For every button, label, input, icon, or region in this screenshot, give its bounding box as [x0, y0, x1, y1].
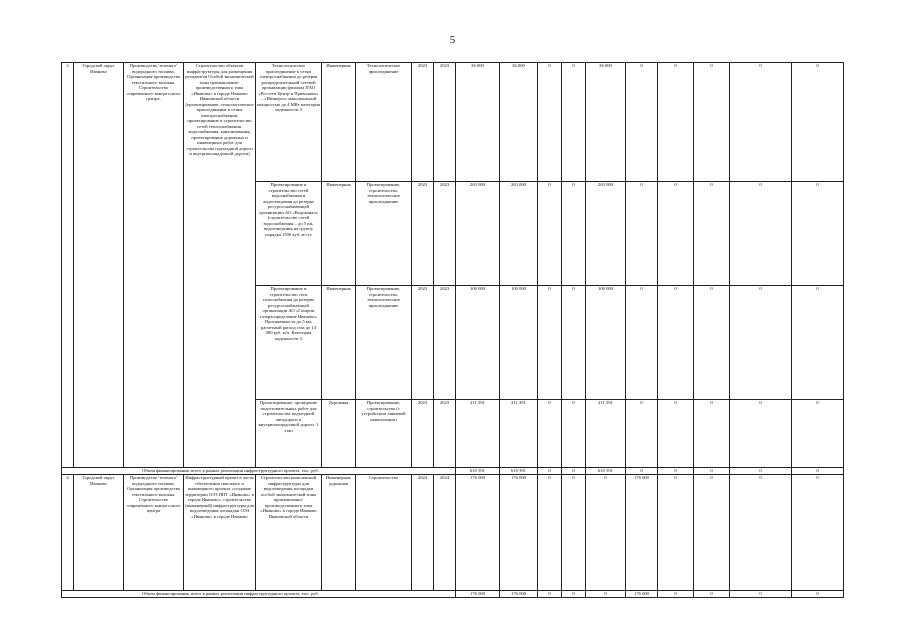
value-cell: 176 000	[626, 475, 658, 591]
start-year-cell: 2023	[412, 400, 434, 468]
total-cell: 176 000	[456, 591, 500, 598]
value-cell: 0	[730, 468, 792, 475]
summary-row	[62, 468, 844, 475]
object-cell: Проектирование и строительство сетей водоснабжения и водоотведения до резерва ресурсоснабжающей организации АО «Водоканал» (строительство сетей водоснабжения – до 5 км, водоотведения на группу порядка 1500 куб. м/сут	[256, 182, 322, 286]
start-year-cell: 2023	[412, 63, 434, 182]
type-cell: Дорожная	[322, 400, 356, 468]
value-cell: 0	[730, 475, 792, 591]
start-year-cell: 2024	[412, 475, 434, 591]
municipality-cell: Городской округ Иваново	[74, 475, 124, 591]
value-cell: 0	[626, 400, 658, 468]
value-cell: 0	[562, 475, 586, 591]
end-year-cell: 2023	[434, 400, 456, 468]
infrastructure-projects-table	[61, 62, 844, 598]
purpose-cell: Производство 'зеленого' водородного топлива. Организация производства текстильного волокна. Строительство современного конгрессного центра	[124, 475, 184, 591]
end-year-cell: 2024	[434, 475, 456, 591]
value-cell: 0	[538, 475, 562, 591]
value-cell: 0	[538, 591, 562, 598]
value-cell: 263 000	[586, 182, 626, 286]
value-cell: 0	[586, 475, 626, 591]
end-year-cell: 2023	[434, 63, 456, 182]
type-cell: Инженерная, дорожная	[322, 475, 356, 591]
value-cell: 0	[562, 182, 586, 286]
value-cell: 0	[626, 286, 658, 400]
value-cell: 610 391	[500, 468, 538, 475]
work-type-cell: Проектирование, строительство, технологическое присоединение	[356, 182, 412, 286]
value-cell: 0	[730, 63, 792, 182]
value-cell: 0	[730, 286, 792, 400]
value-cell: 0	[694, 475, 730, 591]
work-type-cell: Технологическое присоединение	[356, 63, 412, 182]
value-cell: 176 000	[500, 475, 538, 591]
value-cell: 0	[730, 400, 792, 468]
total-cell: 610 391	[456, 468, 500, 475]
value-cell: 0	[694, 286, 730, 400]
start-year-cell: 2023	[412, 182, 434, 286]
value-cell: 0	[626, 182, 658, 286]
value-cell: 0	[538, 400, 562, 468]
value-cell: 0	[562, 468, 586, 475]
value-cell: 100 000	[500, 286, 538, 400]
value-cell: 0	[658, 468, 694, 475]
total-cell: 176 000	[456, 475, 500, 591]
value-cell: 0	[658, 591, 694, 598]
value-cell: 36 000	[500, 63, 538, 182]
value-cell: 0	[626, 468, 658, 475]
value-cell: 0	[792, 286, 844, 400]
work-type-cell: Строительство	[356, 475, 412, 591]
value-cell: 0	[792, 63, 844, 182]
value-cell: 211 391	[500, 400, 538, 468]
value-cell: 0	[538, 286, 562, 400]
object-cell: Проектирование и строительство сети газоснабжения до резерва ресурсоснабжающей организации АО «Газпром газораспределение Иваново» Протяженность до 5 км, расчетный расход газа до 14 000 куб. м/ч. Категория надежности 3	[256, 286, 322, 400]
value-cell: 0	[626, 63, 658, 182]
summary-label: Объем финансирования, всего в рамках реализации инфраструктурного проекта, тыс. руб.	[62, 591, 456, 598]
value-cell: 0	[586, 591, 626, 598]
value-cell: 0	[538, 63, 562, 182]
type-cell: Инженерная	[322, 286, 356, 400]
value-cell: 0	[538, 182, 562, 286]
project-description-cell: Строительство объектов инфраструктуры для размещения резидентов Особой экономической зоны промышленно-производственного типа «Иваново» в городе Иваново Ивановской области (проектирование, технологическое присоединение к сетям электроснабжения, проектирование и строительство сетей теплоснабжения, водоснабжения, канализования, проектирование дорожных и инженерных работ для строительства подъездной дороги и внутриплощадочной дороги)	[184, 63, 256, 468]
row-number: 4	[62, 475, 74, 591]
total-cell: 263 000	[456, 182, 500, 286]
value-cell: 0	[792, 591, 844, 598]
value-cell: 0	[792, 182, 844, 286]
end-year-cell: 2023	[434, 182, 456, 286]
value-cell: 0	[694, 63, 730, 182]
total-cell: 36 000	[456, 63, 500, 182]
page-number: 5	[449, 34, 456, 46]
value-cell: 0	[658, 63, 694, 182]
value-cell: 211 391	[586, 400, 626, 468]
type-cell: Инженерная	[322, 182, 356, 286]
value-cell: 0	[562, 63, 586, 182]
total-cell: 100 000	[456, 286, 500, 400]
object-cell: Проектирование, проведение подготовительных работ для строительства подъездной автодороги и внутриплощадочной дороги. 1 этап	[256, 400, 322, 468]
end-year-cell: 2023	[434, 286, 456, 400]
value-cell: 263 000	[500, 182, 538, 286]
value-cell: 36 000	[586, 63, 626, 182]
value-cell: 0	[694, 400, 730, 468]
value-cell: 0	[694, 182, 730, 286]
municipality-cell: Городской округ Иваново	[74, 63, 124, 468]
value-cell: 0	[562, 400, 586, 468]
summary-row	[62, 591, 844, 598]
value-cell: 0	[730, 182, 792, 286]
value-cell: 0	[658, 286, 694, 400]
value-cell: 0	[658, 400, 694, 468]
purpose-cell: Производство 'зеленого' водородного топлива. Организация производства текстильного волокна. Строительство современного конгрессного центра.	[124, 63, 184, 468]
value-cell: 176 000	[500, 591, 538, 598]
value-cell: 610 391	[586, 468, 626, 475]
value-cell: 176 000	[626, 591, 658, 598]
value-cell: 0	[658, 182, 694, 286]
value-cell: 0	[694, 468, 730, 475]
start-year-cell: 2023	[412, 286, 434, 400]
value-cell: 0	[792, 400, 844, 468]
type-cell: Инженерная	[322, 63, 356, 182]
value-cell: 0	[792, 475, 844, 591]
project-description-cell: Инфраструктурный проект в части обеспечения сквозного и инженерного проекта «создание территории ОЭЗ ППТ «Иваново» в городе Иваново», строительство (инженерной) инфраструктуры для водоотведения площадки ОЭЗ «Иваново» в городе Иваново	[184, 475, 256, 591]
value-cell: 0	[562, 591, 586, 598]
work-type-cell: Проектирование, строительство, технологическое присоединение	[356, 286, 412, 400]
value-cell: 0	[538, 468, 562, 475]
object-cell: Строительство комплексной инфраструктуры для водоотведения площадки особой экономической зоны промышленно-производственного типа «Иваново» в городе Иваново Ивановской области	[256, 475, 322, 591]
work-type-cell: Проектирование, строительство (с устройством ливневой канализации)	[356, 400, 412, 468]
table-row	[62, 475, 844, 591]
value-cell: 0	[658, 475, 694, 591]
object-cell: Технологическое присоединение к сетям электроснабжения до резерва распределительной сетевой организации филиала ПАО «Россети Центр и Приволжье» – «Ивэнерго» максимальной мощностью до 4 МВт категория надежности 3	[256, 63, 322, 182]
value-cell: 0	[792, 468, 844, 475]
value-cell: 0	[730, 591, 792, 598]
value-cell: 0	[562, 286, 586, 400]
value-cell: 100 000	[586, 286, 626, 400]
summary-label: Объем финансирования, всего в рамках реализации инфраструктурного проекта, тыс. руб.	[62, 468, 456, 475]
value-cell: 0	[694, 591, 730, 598]
row-number: 3	[62, 63, 74, 468]
table-row	[62, 63, 844, 182]
total-cell: 211 391	[456, 400, 500, 468]
